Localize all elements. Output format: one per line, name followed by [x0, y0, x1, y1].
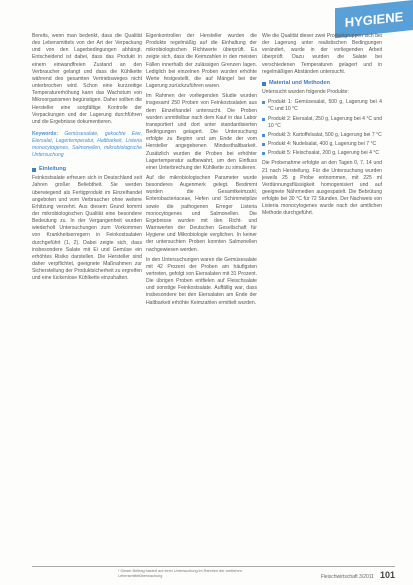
body-paragraph: Eigenkontrollen der Hersteller wurden die Produkte regelmäßig auf die Einhaltung der mikrobiologischen Richtwerte überprüft. Es zeigte sich, dass die Keimzahlen in den meisten Fällen innerhalb der zulässigen Grenzen lagen. Lediglich bei einzelnen Proben wurden erhöhte Werte festgestellt, die auf Mängel bei der Lagerung zurückzuführen waren.	[146, 33, 257, 90]
square-bullet-icon	[262, 82, 266, 86]
list-item: Produkt 1: Gemüsesalat, 500 g, Lagerung bei 4 °C und 10 °C	[262, 99, 382, 113]
body-paragraph: Im Rahmen der vorliegenden Studie wurden insgesamt 250 Proben von Feinkostsalaten aus dem Einzelhandel untersucht. Die Proben wurden unmittelbar nach dem Kauf in das Labor transportiert und dort unter standardisierten Bedingungen gelagert. Die Untersuchung erfolgte zu Beginn und am Ende der vom Hersteller angegebenen Mindesthaltbarkeit. Zusätzlich wurden die Proben bei erhöhter Lagertemperatur aufbewahrt, um den Einfluss einer Unterbrechung der Kühlkette zu simulieren.	[146, 93, 257, 171]
section-title: Einleitung	[39, 166, 67, 173]
keywords-block	[32, 131, 142, 159]
footnote: * Dieser Beitrag basiert auf einer Untersuchung im Rahmen der amtlichen Lebensmittelüberwachung	[118, 569, 242, 578]
column-2	[146, 33, 257, 310]
footer-divider	[32, 566, 395, 567]
body-paragraph: In den Untersuchungen waren die Gemüsesalate mit 42 Prozent der Proben am häufigsten vertreten, gefolgt von Eiersalaten mit 31 Prozent. Die übrigen Proben entfielen auf Fleischsalate und sonstige Feinkostsalate. Auffällig war, dass insbesondere bei den Eiersalaten am Ende der Haltbarkeit erhöhte Keimzahlen ermittelt wurden.	[146, 256, 257, 306]
list-item: Produkt 4: Nudelsalat, 400 g, Lagerung bei 7 °C	[262, 141, 382, 148]
body-paragraph: Die Probenahme erfolgte an den Tagen 0, 7, 14 und 21 nach Herstellung. Für die Untersuchung wurden jeweils 25 g Probe entnommen, mit 225 ml Verdünnungsflüssigkeit homogenisiert und auf geeignete Nährmedien ausgespatelt. Die Bebrütung erfolgte bei 30 °C für 72 Stunden. Der Nachweis von Listeria monocytogenes wurde nach der amtlichen Methode durchgeführt.	[262, 160, 382, 217]
column-1	[32, 33, 142, 286]
list-item: Produkt 2: Eiersalat, 250 g, Lagerung bei 4 °C und 10 °C	[262, 116, 382, 130]
body-paragraph: Auf die mikrobiologischen Parameter wurde besonderes Augenmerk gelegt. Bestimmt wurden die Gesamtkeimzahl, Enterobacteriaceae, Hefen und Schimmelpilze sowie die pathogenen Erreger Listeria monocytogenes und Salmonellen. Die Ergebnisse wurden mit den Richt- und Warnwerten der Deutschen Gesellschaft für Hygiene und Mikrobiologie verglichen. In keiner der untersuchten Proben konnten Salmonellen nachgewiesen werden.	[146, 174, 257, 253]
keywords-label: Keywords:	[32, 131, 59, 138]
body-paragraph: Wie die Qualität dieser zwei Produktgruppen sich bei der Lagerung unter realistischen Bedingungen verändert, wurde in der vorliegenden Arbeit überprüft. Dazu wurden die Salate bei verschiedenen Temperaturen gelagert und in regelmäßigen Abständen untersucht.	[262, 33, 382, 75]
section-title: Material und Methoden	[269, 79, 330, 86]
list-item: Produkt 3: Kartoffelsalat, 500 g, Lagerung bei 7 °C	[262, 132, 382, 139]
hygiene-badge: HYGIENE	[335, 0, 413, 38]
list-intro: Untersucht wurden folgende Produkte:	[262, 89, 349, 96]
square-bullet-icon	[32, 168, 36, 172]
body-paragraph: Feinkostsalate erfreuen sich in Deutschland seit Jahren großer Beliebtheit. Sie werden überwiegend als Fertigprodukt im Einzelhandel angeboten und vom Verbraucher ohne weitere Erhitzung verzehrt. Aus diesem Grund kommt der mikrobiologischen Qualität eine besondere Bedeutung zu. In der Vergangenheit wurden wiederholt Untersuchungen zum Vorkommen von Krankheitserregern in Feinkostsalaten durchgeführt (1, 2). Dabei zeigte sich, dass insbesondere Salate mit Ei und Gemüse ein erhöhtes Risiko darstellen. Die Hersteller sind daher verpflichtet, geeignete Maßnahmen zur Sicherstellung der Produktsicherheit zu ergreifen und eine lückenlose Kühlkette einzuhalten.	[32, 175, 142, 282]
list-item: Produkt 5: Fleischsalat, 200 g, Lagerung bei 4 °C	[262, 150, 382, 157]
page-number: 101	[379, 570, 395, 580]
journal-name: Fleischwirtschaft 3/2011	[320, 574, 374, 580]
section-heading-methoden	[262, 80, 382, 87]
keywords-text: Gemüsesalate, gekochte Eier, Eiersalat, Lagertemperatur, Haltbarkeit, Listeria monocytogenes, Salmonellen, mikrobiologische Untersuchung	[32, 131, 142, 159]
product-list	[262, 99, 382, 157]
page-footer	[321, 570, 395, 580]
body-paragraph: Bereits, wenn man bedenkt, dass die Qualität des Lebensmittels von der Art der Verpackung und von den Lagerbedingungen abhängt. Entscheidend ist dabei, dass das Produkt in einem einwandfreien Zustand an den Verbraucher gelangt und dass die Kühlkette während des gesamten Vertriebsweges nicht unterbrochen wird. Schon eine kurzzeitige Temperaturerhöhung kann das Wachstum von Mikroorganismen begünstigen. Daher sollten die Hersteller eine sorgfältige Kontrolle der Verpackungen und der Lagerung durchführen und die Ergebnisse dokumentieren.	[32, 33, 142, 125]
column-3	[262, 33, 382, 221]
section-heading-einleitung	[32, 166, 142, 173]
